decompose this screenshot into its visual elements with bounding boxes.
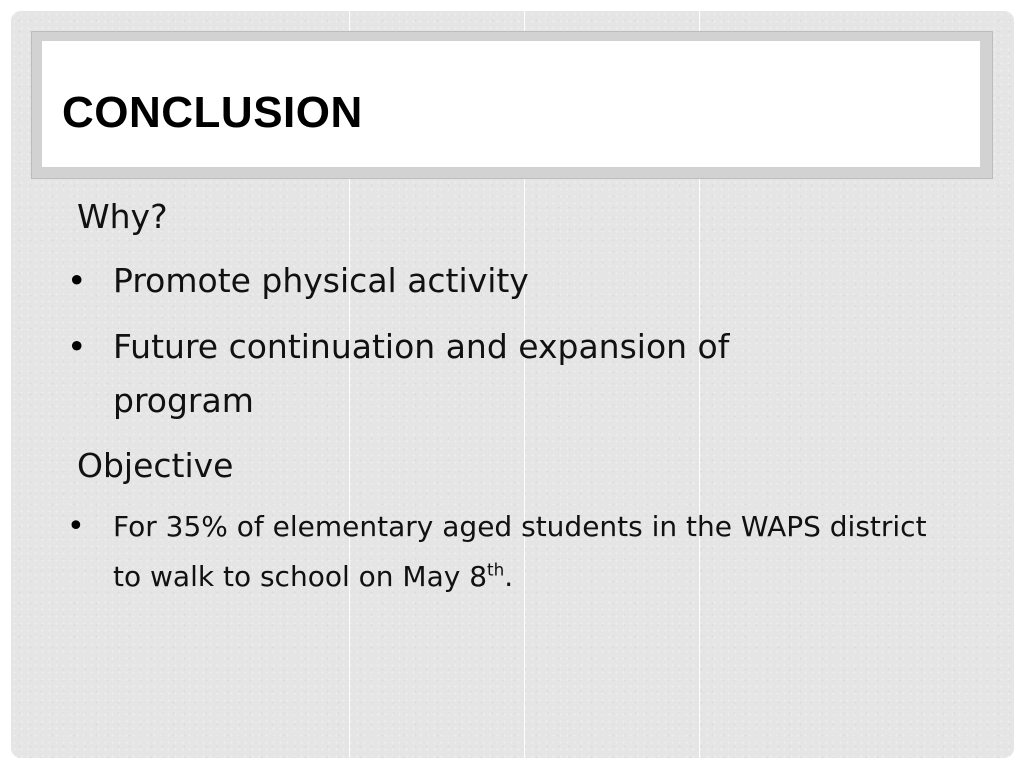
- section-heading-why: Why?: [77, 197, 168, 236]
- bullet-text: Promote physical activity: [113, 261, 529, 300]
- bullet-text: Future continuation and expansion of program: [113, 327, 730, 420]
- slide-title: CONCLUSION: [62, 88, 363, 137]
- ordinal-superscript: th: [487, 559, 505, 580]
- bullet-text: [113, 502, 943, 602]
- bullet-icon: •: [67, 261, 87, 300]
- section-heading-objective: Objective: [77, 446, 234, 485]
- bullet-icon: •: [67, 327, 87, 366]
- objective-end-punctuation: .: [504, 560, 514, 593]
- slide-body: [11, 11, 1014, 758]
- bullet-icon: •: [67, 509, 85, 544]
- objective-text: For 35% of elementary aged students in the WAPS district to walk to school on May 8: [113, 510, 927, 593]
- slide: [11, 11, 1014, 758]
